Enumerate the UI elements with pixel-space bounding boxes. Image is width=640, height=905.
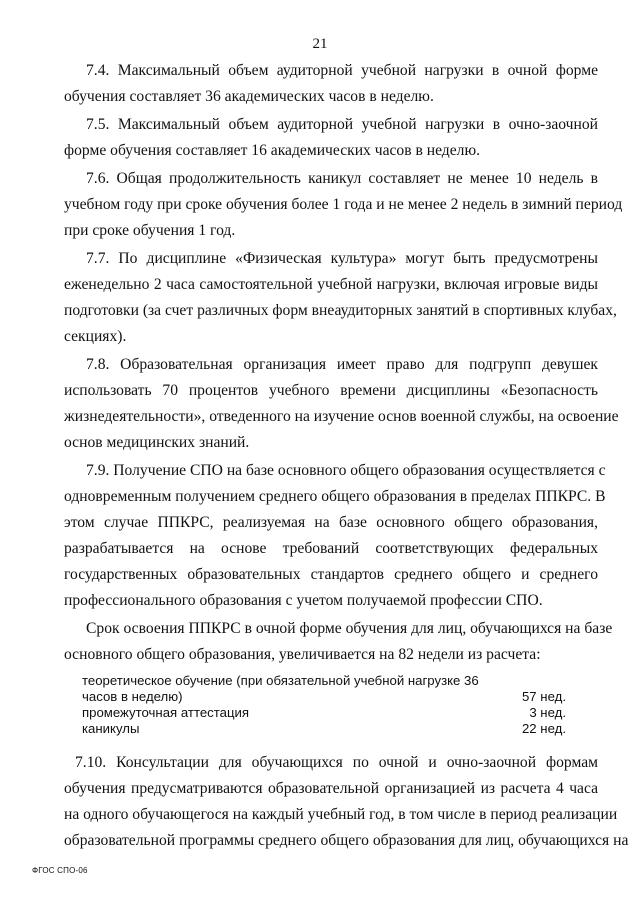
paragraph-7-9-line-3: этом случае ППКРС, реализуемая на базе основного общего образования,	[64, 514, 598, 531]
paragraph-7-7-line-4: секциях).	[64, 328, 127, 345]
calc-item-attestation	[82, 705, 566, 721]
paragraph-7-6-line-3: при сроке обучения 1 год.	[64, 222, 236, 239]
paragraph-7-7-line-2: еженедельно 2 часа самостоятельной учебной нагрузки, включая игровые виды	[64, 276, 598, 293]
paragraph-7-7-line-3: подготовки (за счет различных форм внеаудиторных занятий в спортивных клубах,	[64, 302, 617, 319]
page-number: 21	[312, 36, 328, 52]
paragraph-7-8-line-3: жизнедеятельности», отведенного на изучение основ военной службы, на освоение	[64, 408, 619, 425]
paragraph-7-9-line-6: профессионального образования с учетом получаемой профессии СПО.	[64, 592, 543, 609]
paragraph-7-10-line-4: образовательной программы среднего общего образования для лиц, обучающихся на	[64, 832, 629, 849]
footer-code: ФГОС СПО-06	[32, 866, 88, 875]
paragraph-7-9-line-5: государственных образовательных стандартов среднего общего и среднего	[64, 566, 598, 583]
paragraph-7-9-line-4: разрабатывается на основе требований соответствующих федеральных	[64, 540, 598, 557]
paragraph-7-10-line-2: обучения предусматриваются образовательной организацией из расчета 4 часа	[64, 780, 598, 797]
calc-item-attestation-label: промежуточная аттестация	[82, 705, 250, 720]
paragraph-7-5-line-2: форме обучения составляет 16 академических часов в неделю.	[64, 142, 480, 159]
calc-item-attestation-value: 3 нед.	[529, 705, 566, 720]
paragraph-7-8-line-2: использовать 70 процентов учебного времени дисциплины «Безопасность	[64, 382, 598, 399]
calc-item-theory	[82, 689, 566, 705]
paragraph-7-9-line-2: одновременным получением среднего общего образования в пределах ППКРС. В	[64, 488, 606, 505]
paragraph-7-4-line-2: обучения составляет 36 академических часов в неделю.	[64, 88, 434, 105]
calc-item-theory-line-1: теоретическое обучение (при обязательной учебной нагрузке 36	[82, 673, 479, 688]
paragraph-7-6-line-2: учебном году при сроке обучения более 1 года и не менее 2 недель в зимний период	[64, 196, 623, 213]
paragraph-7-8-line-4: основ медицинских знаний.	[64, 434, 250, 451]
paragraph-7-6-line-1: 7.6. Общая продолжительность каникул составляет не менее 10 недель в	[86, 170, 598, 187]
calc-item-holidays	[82, 721, 566, 737]
paragraph-7-5-line-1: 7.5. Максимальный объем аудиторной учебной нагрузки в очно-заочной	[86, 116, 598, 133]
calc-item-theory-value: 57 нед.	[521, 689, 566, 704]
paragraph-7-10-line-3: на одного обучающегося на каждый учебный год, в том числе в период реализации	[64, 806, 618, 823]
calc-item-holidays-label: каникулы	[82, 721, 140, 736]
paragraph-7-8-line-1: 7.8. Образовательная организация имеет право для подгрупп девушек	[86, 356, 598, 373]
paragraph-7-10-line-1: 7.10. Консультации для обучающихся по очной и очно-заочной формам	[75, 754, 598, 771]
term-paragraph-line-1: Срок освоения ППКРС в очной форме обучения для лиц, обучающихся на базе	[86, 620, 613, 637]
paragraph-7-7-line-1: 7.7. По дисциплине «Физическая культура» могут быть предусмотрены	[86, 250, 598, 267]
term-paragraph-line-2: основного общего образования, увеличивается на 82 недели из расчета:	[64, 646, 541, 663]
paragraph-7-9-line-1: 7.9. Получение СПО на базе основного общего образования осуществляется с	[86, 462, 606, 479]
calc-item-holidays-value: 22 нед.	[521, 721, 566, 736]
paragraph-7-4-line-1: 7.4. Максимальный объем аудиторной учебной нагрузки в очной форме	[86, 62, 598, 79]
calc-item-theory-label: часов в неделю)	[82, 689, 183, 704]
